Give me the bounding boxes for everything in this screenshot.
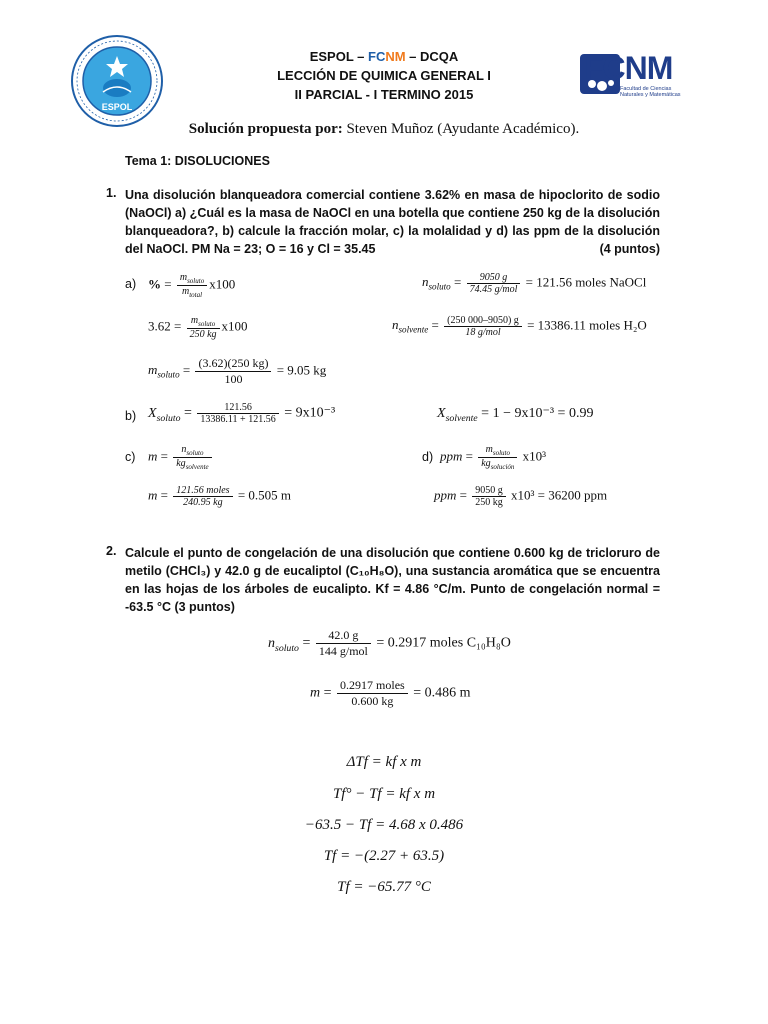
q1a-result: $m_{soluto}$ = $\frac{(3.62)(250 kg)}{100}$ = 9.05 kg <box>148 356 327 386</box>
q2-eq5: Tf = −65.77 °C <box>337 879 431 895</box>
q1-statement: Una disolución blanqueadora comercial contiene 3.62% en masa de hipoclorito de sodio (NaOCl) a) ¿Cuál es la masa de NaOCl en una botella que contiene 250 kg de la disolución blanqueadora?, b) calcule la fracción molar, c) la molalidad y d) las ppm de la disolución del NaOCl. PM Na = 23; O = 16 y Cl = 35.45 (4 puntos) <box>125 188 660 256</box>
solution-author: Solución propuesta por: Steven Muñoz (Ayudante Académico). <box>188 121 580 137</box>
q1b-x-solvente: $X_{solvente} = 1 - 9x10^{-3} = 0.99$ <box>437 406 594 424</box>
header-line1: ESPOL – FCNM – DCQA <box>309 49 459 64</box>
q1b-label: b) <box>125 409 137 423</box>
q1d-formula: ppm = $\frac{m_{soluto}}{kg_{solución}}$ x10³ <box>440 444 547 471</box>
q2-eq4: Tf = −(2.27 + 63.5) <box>323 848 445 864</box>
q2-statement: Calcule el punto de congelación de una disolución que contiene 0.600 kg de tricloruro de metilo (CHCl₃) y 42.0 g de eucaliptol (C₁₀H₈O), una sustancia aromática que se encuentra en las hojas de los árboles de eucalipto. Kf = 4.86 °C/m. Punto de congelación normal = -63.5 °C (3 puntos) <box>125 546 660 614</box>
fcnm-logo-subtitle: Facultad de Ciencias Naturales y Matemáticas <box>620 86 681 98</box>
q2-eq2: Tf° − Tf = kf x m <box>332 786 436 802</box>
q1d-result: ppm = $\frac{9050 g}{250 kg}$ x10³ = 36200 ppm <box>434 485 608 508</box>
fcnm-logo-text: FCNM <box>584 50 673 86</box>
q1-n-solvente: $n_{solvente}$ = $\frac{(250 000-9050) g}{\text{18 g/mol}}$ = 13386.11 moles H₂O <box>392 315 647 338</box>
espol-logo-text: ESPOL <box>101 102 133 112</box>
q1-n-soluto: $n_{soluto}$ = $\frac{9050 g}{\text{74.45 g/mol}}$ = 121.56 moles NaOCl <box>422 272 647 295</box>
q1b-x-soluto: $X_{soluto}$ = $\frac{121.56}{13386.11 + 121.56}$ = 9x10⁻³ <box>148 402 336 425</box>
q2-eq1: ΔTf = kf x m <box>346 754 422 770</box>
q1-number: 1. <box>106 186 117 200</box>
q1a-percent-formula: % = $\frac{m_{soluto}}{m_{total}}$ x100 <box>148 272 236 299</box>
q1c-result: m = $\frac{\text{121.56 moles}}{240.95 kg}$ = 0.505 m <box>148 485 292 508</box>
q1c-label: c) <box>125 450 136 464</box>
q1c-formula: m = $\frac{n_{soluto}}{kg_{solvente}}$ <box>148 444 214 471</box>
header-line3: II PARCIAL - I TERMINO 2015 <box>294 87 474 102</box>
tema1-title: Tema 1: DISOLUCIONES <box>125 154 270 168</box>
q1d-label: d) <box>422 450 434 464</box>
q1a-label: a) <box>125 277 137 291</box>
q2-molality: m = $\frac{\text{0.2917 moles}}{0.600 kg}$ = 0.486 m <box>310 678 471 708</box>
q1-points: (4 puntos) <box>599 242 660 256</box>
q2-number: 2. <box>106 544 117 558</box>
q2-n-soluto: $n_{soluto}$ = $\frac{42.0 g}{\text{144 g/mol}}$ = 0.2917 moles C₁₀H₈O <box>268 628 511 658</box>
q1a-substitution: 3.62 = $\frac{m_{soluto}}{250 kg}$ x100 <box>148 315 248 340</box>
q2-eq3: −63.5 − Tf = 4.68 x 0.486 <box>304 817 464 833</box>
header-line2: LECCIÓN DE QUIMICA GENERAL I <box>277 68 491 83</box>
